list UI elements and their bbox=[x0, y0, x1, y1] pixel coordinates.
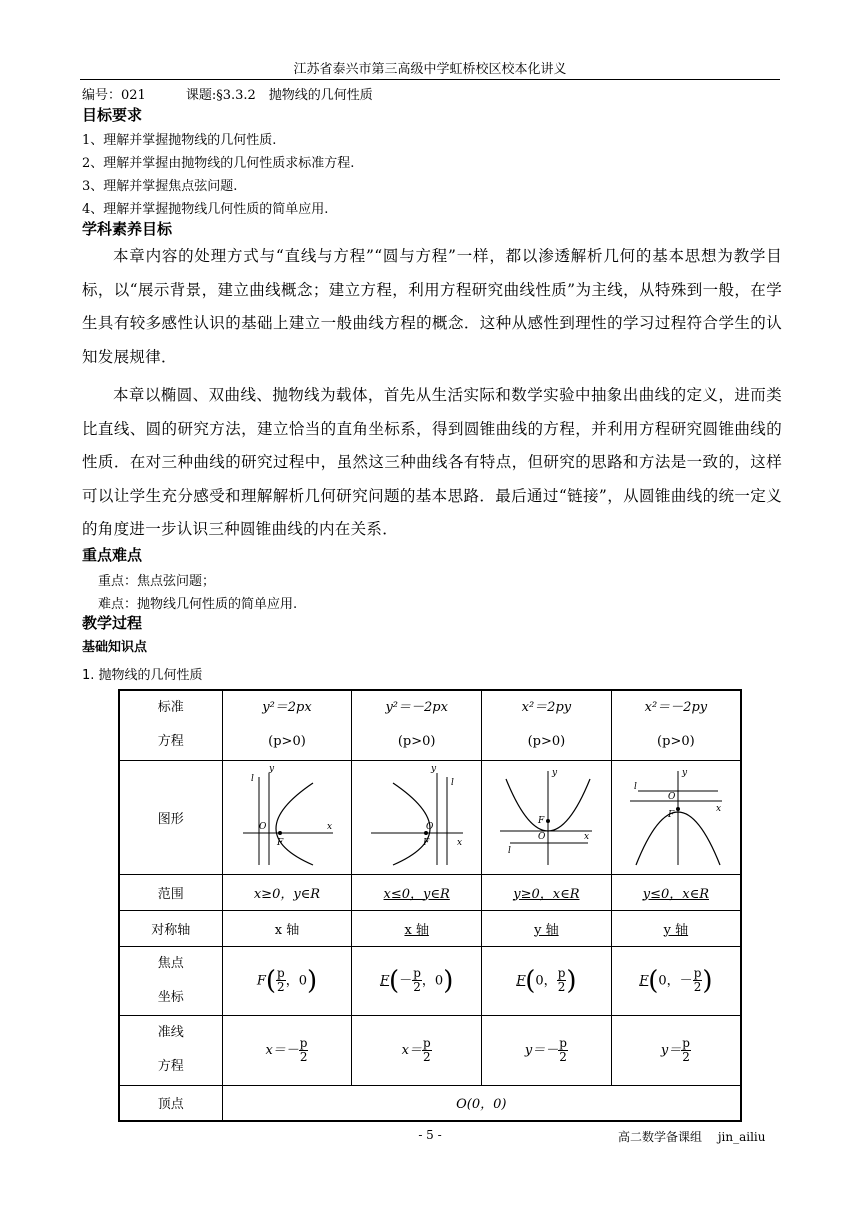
focus-numerator: p bbox=[277, 966, 285, 980]
directrix-numerator: p bbox=[559, 1035, 567, 1050]
cell-focus: F(－ $\frac{p}{2}$ ，0) bbox=[352, 946, 482, 1015]
origin-label: O bbox=[258, 822, 267, 832]
basics-title: 基础知识点 bbox=[82, 640, 148, 655]
condition-text: (p>0) bbox=[657, 734, 695, 750]
row-label-vertex: 顶点 bbox=[119, 1085, 222, 1121]
directrix-numerator: p bbox=[423, 1035, 431, 1050]
table-row-focus bbox=[119, 946, 741, 1015]
focus-numerator: p bbox=[693, 966, 702, 980]
table-row-equation bbox=[119, 690, 741, 760]
focus-sign: － bbox=[679, 973, 693, 988]
label-text: 准线 bbox=[157, 1025, 184, 1040]
document-header: 江苏省泰兴市第三高级中学虹桥校区校本化讲义 bbox=[293, 62, 567, 77]
literacy-title: 学科素养目标 bbox=[82, 220, 173, 238]
origin-label: O bbox=[425, 822, 434, 832]
label-text: 焦点 bbox=[157, 955, 184, 971]
equation-text: y²＝－2px bbox=[385, 700, 448, 716]
row-label-axis: 对称轴 bbox=[119, 910, 222, 946]
cell-range: x≥0，y∈R bbox=[222, 874, 352, 910]
row-label-directrix bbox=[119, 1015, 222, 1085]
directrix-denominator: 2 bbox=[423, 1049, 431, 1064]
key-title: 重点难点 bbox=[82, 546, 143, 564]
directrix-label: l bbox=[450, 778, 454, 788]
focus-denominator: 2 bbox=[557, 980, 566, 994]
axis-y-label: y bbox=[430, 765, 436, 774]
cell-range: y≥0，x∈R bbox=[482, 874, 612, 910]
directrix-denominator: 2 bbox=[559, 1049, 567, 1064]
label-text: 标准 bbox=[157, 700, 184, 716]
key-point: 重点：焦点弦问题； bbox=[98, 574, 216, 589]
cell-figure bbox=[352, 760, 482, 874]
table-row-figure bbox=[119, 760, 741, 874]
focus-label: F bbox=[538, 816, 545, 826]
equation-text: y²＝2px bbox=[262, 700, 312, 716]
focus-label: F bbox=[422, 838, 429, 848]
focus-label: F bbox=[667, 810, 675, 820]
focus-letter: F bbox=[639, 973, 649, 988]
directrix-prefix: y＝－ bbox=[524, 1042, 559, 1058]
cell-directrix bbox=[352, 1015, 482, 1085]
cell-focus: F(0，－ $\frac{p}{2}$ ) bbox=[611, 946, 741, 1015]
focus-numerator: p bbox=[413, 966, 421, 980]
parabola-left-figure bbox=[367, 765, 467, 869]
directrix-numerator: p bbox=[299, 1035, 308, 1050]
page-number: - 5 - bbox=[418, 1128, 442, 1142]
goal-item: 3、理解并掌握焦点弦问题. bbox=[82, 179, 238, 194]
cell-figure bbox=[611, 760, 741, 874]
directrix-numerator: p bbox=[682, 1035, 690, 1050]
parabola-up-figure bbox=[496, 765, 596, 869]
focus-denominator: 2 bbox=[693, 980, 702, 994]
goal-item: 2、理解并掌握由抛物线的几何性质求标准方程. bbox=[82, 156, 355, 171]
process-title: 教学过程 bbox=[82, 614, 143, 632]
cell-equation bbox=[482, 690, 612, 760]
directrix-label: l bbox=[250, 774, 254, 784]
goal-item: 1、理解并掌握抛物线的几何性质. bbox=[82, 133, 277, 148]
axis-x-label: x bbox=[326, 822, 333, 832]
lesson-topic: 课题:§3.3.2 抛物线的几何性质 bbox=[185, 88, 373, 103]
cell-focus: F(0， $\frac{p}{2}$ ) bbox=[482, 946, 612, 1015]
cell-directrix bbox=[482, 1015, 612, 1085]
parabola-right-figure bbox=[237, 765, 337, 869]
cell-axis: x 轴 bbox=[222, 910, 352, 946]
cell-figure bbox=[482, 760, 612, 874]
label-text: 方程 bbox=[157, 1059, 184, 1074]
row-label-figure: 图形 bbox=[119, 760, 222, 874]
difficult-point: 难点：抛物线几何性质的简单应用. bbox=[98, 597, 298, 612]
item-title: 1. 抛物线的几何性质 bbox=[82, 668, 203, 683]
table-row-directrix bbox=[119, 1015, 741, 1085]
axis-x-label: x bbox=[456, 838, 462, 848]
axis-x-label: x bbox=[584, 832, 590, 842]
focus-denominator: 2 bbox=[413, 980, 421, 994]
condition-text: (p>0) bbox=[397, 734, 436, 750]
cell-directrix bbox=[611, 1015, 741, 1085]
equation-text: x²＝2py bbox=[521, 700, 572, 716]
literacy-paragraph-1: 本章内容的处理方式与“直线与方程”“圆与方程”一样，都以渗透解析几何的基本思想为教学目标，以“展示背景，建立曲线概念；建立方程，利用方程研究曲线性质”为主线，从特殊到一般，在学生具有较多感性认识的基础上建立一般曲线方程的概念．这种从感性到理性的学习过程符合学生的认知发展规律． bbox=[82, 247, 782, 366]
header-rule bbox=[80, 79, 780, 80]
label-text: 坐标 bbox=[157, 989, 184, 1005]
lesson-number: 编号：021 bbox=[82, 88, 146, 103]
label-text: 方程 bbox=[157, 734, 184, 750]
parabola-down-figure bbox=[626, 765, 726, 869]
table-row-vertex bbox=[119, 1085, 741, 1121]
cell-focus: F( $\frac{p}{2}$ ，0) bbox=[222, 946, 352, 1015]
cell-directrix bbox=[222, 1015, 352, 1085]
goals-title: 目标要求 bbox=[82, 106, 143, 124]
parabola-properties-table bbox=[118, 689, 742, 1122]
directrix-prefix: x＝ bbox=[401, 1042, 422, 1058]
cell-equation bbox=[352, 690, 482, 760]
cell-figure bbox=[222, 760, 352, 874]
cell-axis: y 轴 bbox=[611, 910, 741, 946]
focus-label: F bbox=[276, 838, 284, 848]
origin-label: O bbox=[538, 832, 546, 842]
cell-range: x≤0，y∈R bbox=[352, 874, 482, 910]
goal-item: 4、理解并掌握抛物线几何性质的简单应用. bbox=[82, 202, 329, 217]
row-label-range: 范围 bbox=[119, 874, 222, 910]
focus-letter: F bbox=[516, 973, 526, 988]
focus-numerator: p bbox=[557, 966, 566, 980]
lesson-meta bbox=[82, 84, 373, 103]
axis-y-label: y bbox=[268, 765, 275, 774]
directrix-prefix: y＝ bbox=[660, 1042, 682, 1058]
footer-group: 高二数学备课组 jin_ailiu bbox=[618, 1130, 766, 1144]
table-row-axis bbox=[119, 910, 741, 946]
focus-letter: F bbox=[256, 973, 266, 988]
cell-equation bbox=[611, 690, 741, 760]
origin-label: O bbox=[667, 792, 676, 802]
cell-range: y≤0，x∈R bbox=[611, 874, 741, 910]
row-label-equation bbox=[119, 690, 222, 760]
row-label-focus bbox=[119, 946, 222, 1015]
literacy-paragraph-2: 本章以椭圆、双曲线、抛物线为载体，首先从生活实际和数学实验中抽象出曲线的定义，进而类比直线、圆的研究方法，建立恰当的直角坐标系，得到圆锥曲线的方程，并利用方程研究圆锥曲线的性质．在对三种曲线的研究过程中，虽然这三种曲线各有特点，但研究的思路和方法是一致的，这样可以让学生充分感受和理解解析几何研究问题的基本思路．最后通过“链接”，从圆锥曲线的统一定义的角度进一步认识三种圆锥曲线的内在关系． bbox=[82, 386, 782, 538]
cell-vertex: O(0，0) bbox=[222, 1085, 741, 1121]
condition-text: (p>0) bbox=[268, 734, 306, 750]
focus-sign: － bbox=[399, 973, 413, 988]
focus-letter: F bbox=[380, 973, 390, 988]
cell-equation bbox=[222, 690, 352, 760]
cell-axis: x 轴 bbox=[352, 910, 482, 946]
directrix-prefix: x＝－ bbox=[265, 1042, 299, 1058]
directrix-label: l bbox=[633, 782, 637, 792]
condition-text: (p>0) bbox=[527, 734, 566, 750]
directrix-denominator: 2 bbox=[299, 1049, 308, 1064]
axis-y-label: y bbox=[552, 768, 558, 778]
axis-x-label: x bbox=[715, 804, 721, 814]
cell-axis: y 轴 bbox=[482, 910, 612, 946]
focus-denominator: 2 bbox=[277, 980, 285, 994]
equation-text: x²＝－2py bbox=[644, 700, 708, 716]
directrix-label: l bbox=[508, 846, 512, 856]
directrix-denominator: 2 bbox=[682, 1049, 690, 1064]
axis-y-label: y bbox=[681, 768, 687, 778]
table-row-range bbox=[119, 874, 741, 910]
